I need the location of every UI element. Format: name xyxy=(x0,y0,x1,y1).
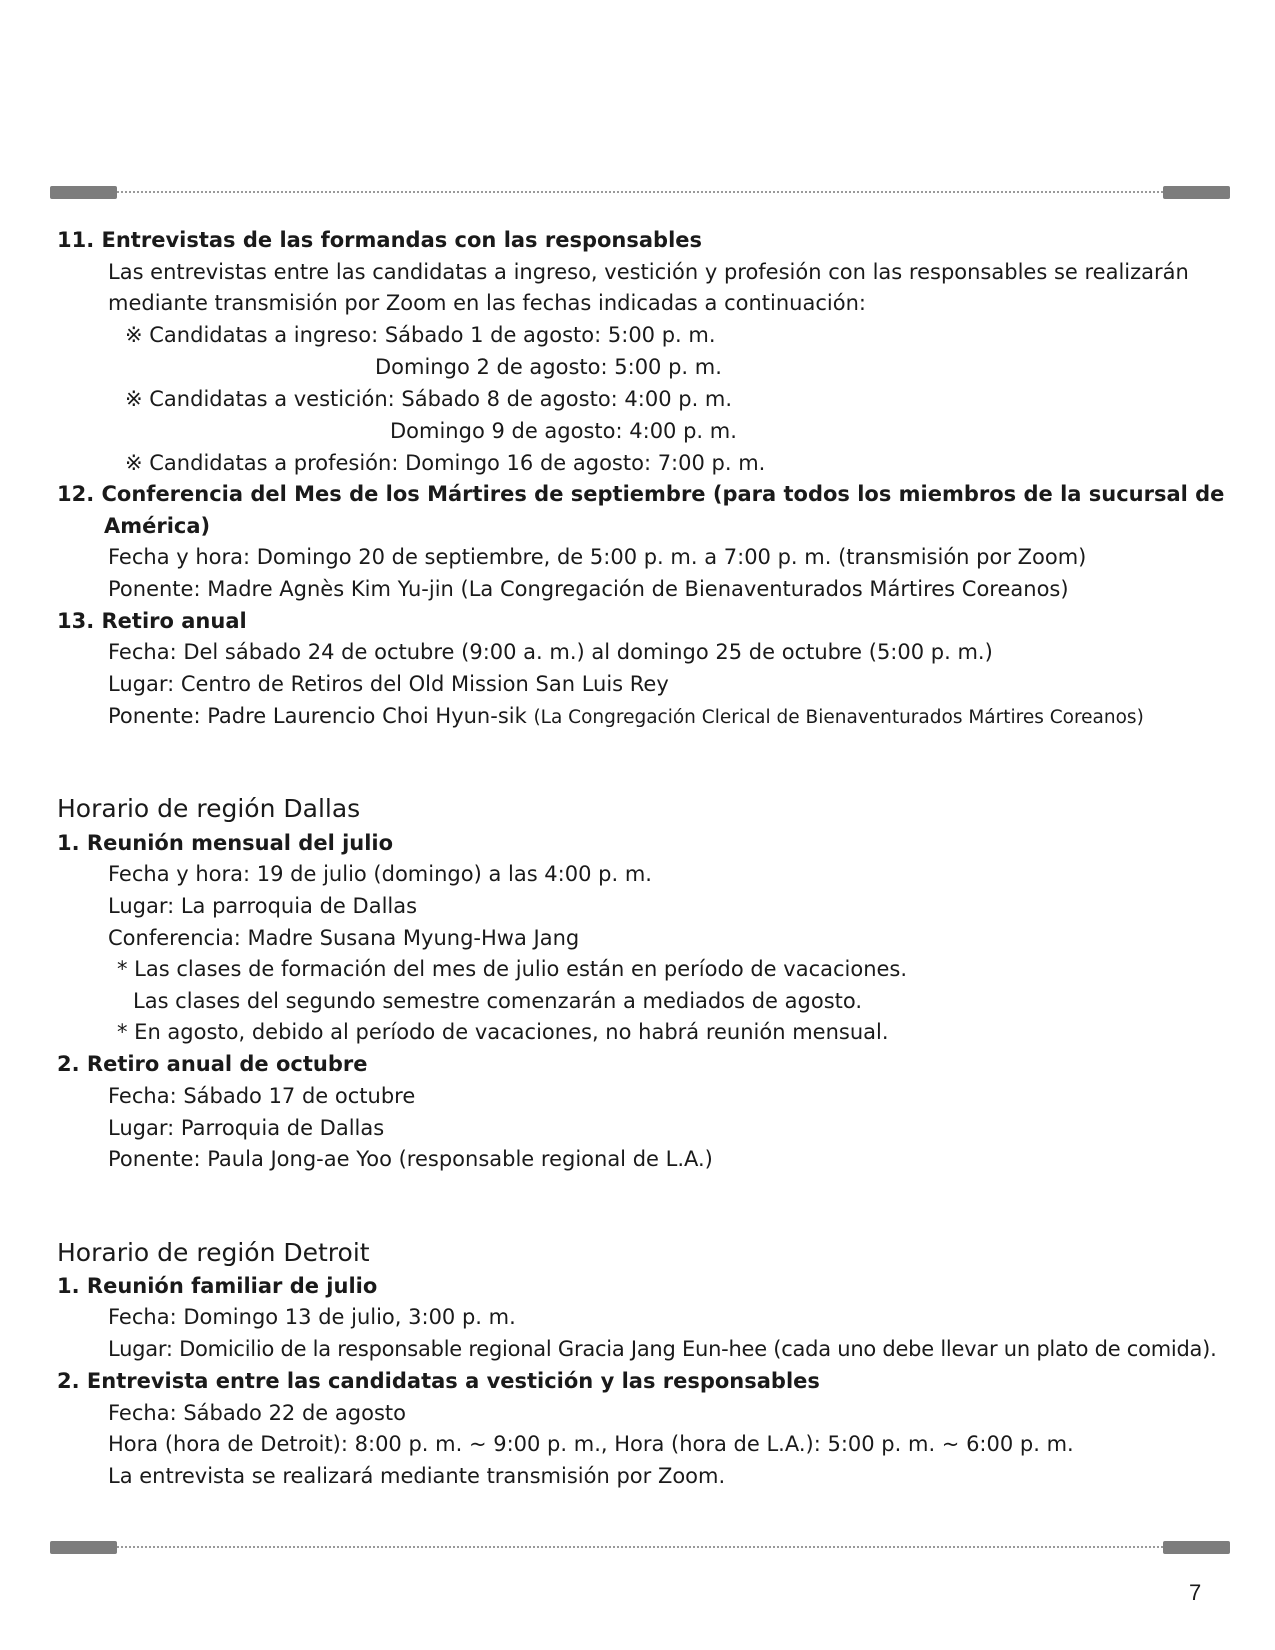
section-12-date: Fecha y hora: Domingo 20 de septiembre, de 5:00 p. m. a 7:00 p. m. (transmisión por Zoom) xyxy=(108,545,1087,569)
divider-cap-left xyxy=(50,186,117,199)
detroit-item-2-date: Fecha: Sábado 22 de agosto xyxy=(108,1401,406,1425)
vesticion-schedule-1: ※ Candidatas a vestición: Sábado 8 de agosto: 4:00 p. m. xyxy=(125,387,733,411)
dallas-item-1-place: Lugar: La parroquia de Dallas xyxy=(108,894,418,918)
section-12-title-line-2: América) xyxy=(104,514,211,538)
section-13-speaker-affiliation: (La Congregación Clerical de Bienaventurados Mártires Coreanos) xyxy=(533,707,1144,728)
detroit-heading: Horario de región Detroit xyxy=(57,1238,370,1267)
vesticion-schedule-2: Domingo 9 de agosto: 4:00 p. m. xyxy=(390,419,737,443)
divider-dotted-line xyxy=(117,1546,1163,1548)
dallas-item-1-date: Fecha y hora: 19 de julio (domingo) a las 4:00 p. m. xyxy=(108,862,652,886)
ingreso-schedule-1: ※ Candidatas a ingreso: Sábado 1 de agosto: 5:00 p. m. xyxy=(125,323,716,347)
section-13-place: Lugar: Centro de Retiros del Old Mission San Luis Rey xyxy=(108,672,669,696)
dallas-item-1-note-1-continued: Las clases del segundo semestre comenzarán a mediados de agosto. xyxy=(133,989,863,1013)
divider-cap-right xyxy=(1163,1541,1230,1554)
dallas-item-1-note-2: * En agosto, debido al período de vacaciones, no habrá reunión mensual. xyxy=(117,1020,889,1044)
dallas-item-1-title: 1. Reunión mensual del julio xyxy=(57,831,394,855)
dallas-item-2-place: Lugar: Parroquia de Dallas xyxy=(108,1116,385,1140)
dallas-heading: Horario de región Dallas xyxy=(57,794,361,823)
section-11-paragraph-line-2: mediante transmisión por Zoom en las fechas indicadas a continuación: xyxy=(108,291,866,315)
section-12-title-line-1: 12. Conferencia del Mes de los Mártires de septiembre (para todos los miembros de la sucursal de xyxy=(57,482,1225,506)
dallas-item-1-conference: Conferencia: Madre Susana Myung-Hwa Jang xyxy=(108,926,580,950)
bottom-divider xyxy=(50,1541,1230,1555)
section-12-speaker: Ponente: Madre Agnès Kim Yu-jin (La Congregación de Bienaventurados Mártires Coreanos) xyxy=(108,577,1069,601)
detroit-item-1-date: Fecha: Domingo 13 de julio, 3:00 p. m. xyxy=(108,1305,516,1329)
divider-cap-left xyxy=(50,1541,117,1554)
section-13-title: 13. Retiro anual xyxy=(57,609,247,633)
ingreso-schedule-2: Domingo 2 de agosto: 5:00 p. m. xyxy=(375,355,722,379)
detroit-item-2-zoom-note: La entrevista se realizará mediante transmisión por Zoom. xyxy=(108,1464,726,1488)
page-number: 7 xyxy=(1189,1580,1202,1605)
detroit-item-1-title: 1. Reunión familiar de julio xyxy=(57,1274,378,1298)
section-13-speaker xyxy=(108,702,1144,732)
detroit-item-2-time: Hora (hora de Detroit): 8:00 p. m. ~ 9:00 p. m., Hora (hora de L.A.): 5:00 p. m. ~ 6:00 p. m. xyxy=(108,1432,1074,1456)
section-11-title: 11. Entrevistas de las formandas con las responsables xyxy=(57,228,703,252)
profesion-schedule: ※ Candidatas a profesión: Domingo 16 de agosto: 7:00 p. m. xyxy=(125,451,766,475)
section-11-paragraph-line-1: Las entrevistas entre las candidatas a ingreso, vestición y profesión con las responsables se realizarán xyxy=(108,260,1189,284)
detroit-item-1-place: Lugar: Domicilio de la responsable regional Gracia Jang Eun-hee (cada uno debe llevar un plato de comida). xyxy=(108,1337,1217,1361)
section-13-date: Fecha: Del sábado 24 de octubre (9:00 a. m.) al domingo 25 de octubre (5:00 p. m.) xyxy=(108,640,993,664)
detroit-item-2-title: 2. Entrevista entre las candidatas a vestición y las responsables xyxy=(57,1369,820,1393)
top-divider xyxy=(50,186,1230,200)
dallas-item-2-speaker: Ponente: Paula Jong-ae Yoo (responsable regional de L.A.) xyxy=(108,1147,713,1171)
dallas-item-1-note-1: * Las clases de formación del mes de julio están en período de vacaciones. xyxy=(117,957,908,981)
dallas-item-2-date: Fecha: Sábado 17 de octubre xyxy=(108,1084,416,1108)
section-13-speaker-name: Ponente: Padre Laurencio Choi Hyun-sik xyxy=(108,704,534,728)
divider-cap-right xyxy=(1163,186,1230,199)
divider-dotted-line xyxy=(117,191,1163,193)
dallas-item-2-title: 2. Retiro anual de octubre xyxy=(57,1052,368,1076)
